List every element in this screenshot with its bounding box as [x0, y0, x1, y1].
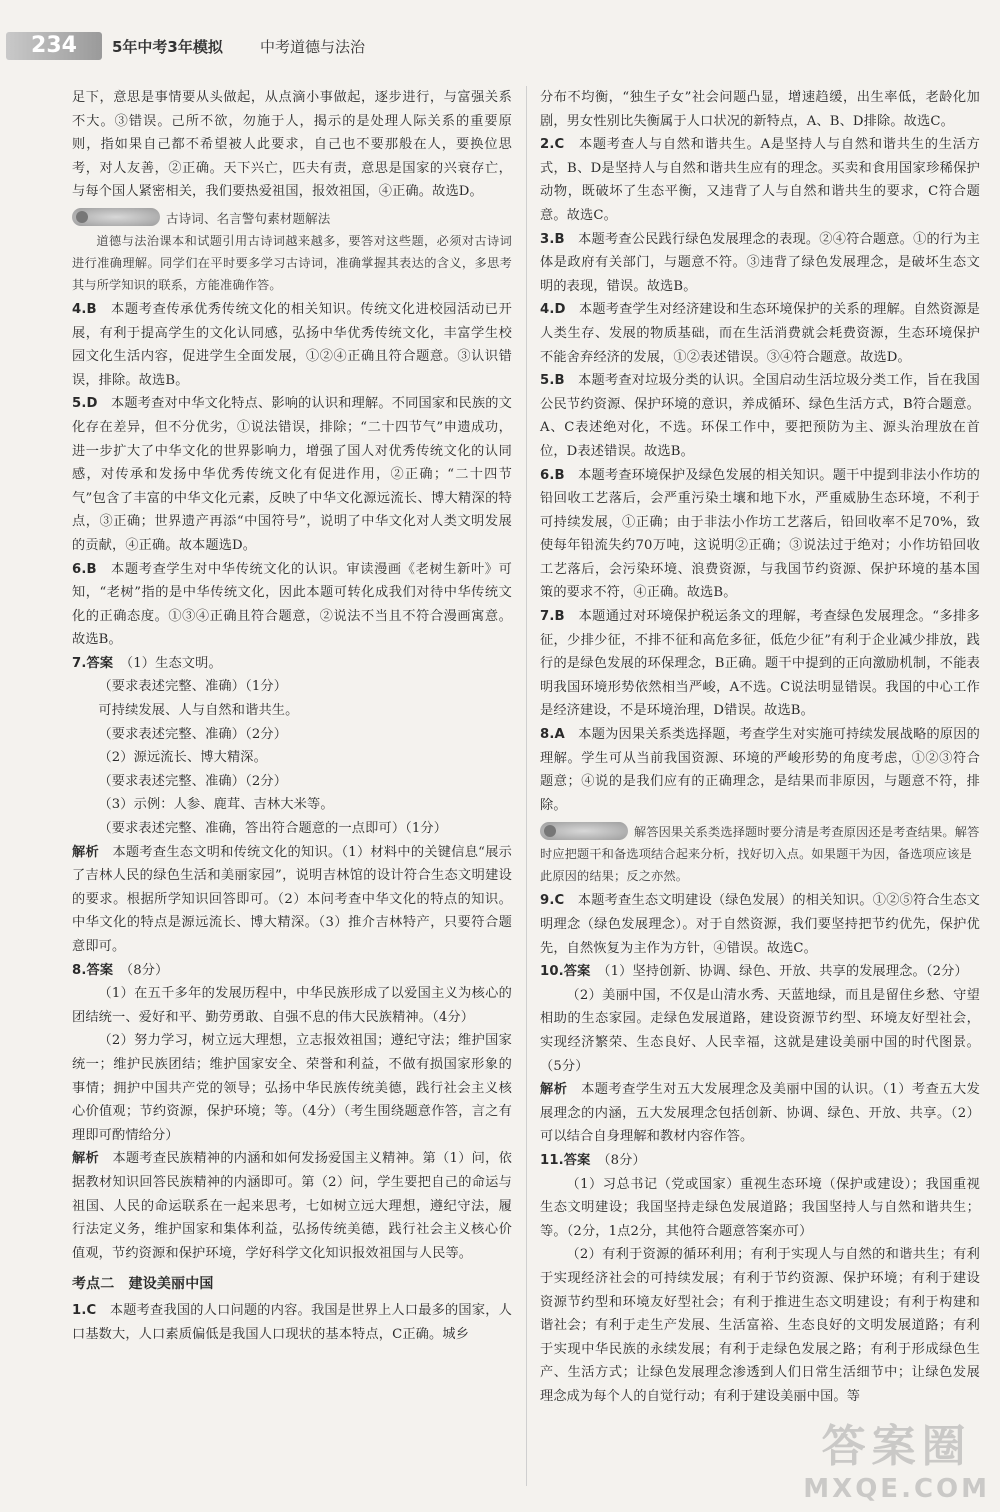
answer-item [72, 392, 512, 557]
tip-box [540, 821, 980, 887]
answer-line: （2）美丽中国，不仅是山清水秀、天蓝地绿，而且是留住乡愁、守望相助的生态家园。走绿色发展道路，建设资源节约型、环境友好型社会，实现经济繁荣、生态良好、人民幸福，这就是建设美丽中国的时代图景。（5分） [540, 987, 980, 1074]
item-text: 本题考查生态文明建设（绿色发展）的相关知识。①②⑤符合生态文明理念（绿色发展理念）。对于自然资源，我们要坚持把节约优先，保护优先，自然恢复为主作为方针，④错误。故选C。 [540, 893, 980, 956]
analysis-text: 本题考查生态文明和传统文化的知识。（1）材料中的关键信息“展示了吉林人民的绿色生活和美丽家园”，说明吉林馆的设计符合生态文明建设的要求。根据所学知识回答即可。（2）本问考查中华文化的特点的知识。中华文化的特点是源远流长、博大精深。（3）推介吉林特产，只要符合题意即可。 [72, 844, 513, 954]
analysis [72, 841, 512, 959]
item-number: 6.B [540, 467, 565, 483]
answer-item [540, 464, 980, 606]
item-text: 本题考查传承优秀传统文化的相关知识。传统文化进校园活动已开展，有利于提高学生的文化认同感，弘扬中华优秀传统文化，丰富学生校园文化生活内容，促进学生全面发展，①②④正确且符合题意。③认识错误，排除。故选B。 [72, 301, 512, 388]
score: （8分） [126, 962, 169, 978]
item-number: 4.B [72, 301, 97, 317]
item-number: 5.D [72, 396, 98, 412]
answer-line: （要求表述完整、准确）（1分） [98, 679, 288, 695]
section-title: 考点二 建设美丽中国 [72, 1276, 214, 1293]
answer-line: （要求表述完整、准确，答出符合题意的一点即可）（1分） [98, 821, 448, 837]
answer-line: 可持续发展、人与自然和谐共生。 [98, 703, 299, 719]
paragraph: 足下，意思是事情要从头做起，从点滴小事做起，逐步进行，与富强关系不大。③错误。己所不欲，勿施于人，揭示的是处理人际关系的重要原则，指如果自己都不希望被人此要求，自己也不要那般在人，要换位思考，对人友善，②正确。天下兴亡，匹夫有责，意思是国家的兴衰存亡，与每个国人紧密相关，我们要热爱祖国，报效祖国，④正确。故选D。 [72, 90, 512, 200]
answer-item [540, 298, 980, 369]
answer-line: （1）习总书记（党或国家）重视生态环境（保护或建设）；我国重视生态文明建设；我国坚持走绿色发展道路；我国坚持人与自然和谐共生；等。（2分，1点2分，其他符合题意答案亦可） [540, 1176, 980, 1239]
answer-line: （1）坚持创新、协调、绿色、开放、共享的发展理念。（2分） [603, 964, 968, 980]
watermark-cn: 答案圈 [821, 1421, 972, 1472]
answer-line: （2）源远流长、博大精深。 [98, 750, 267, 766]
item-number: 1.C [72, 1302, 97, 1318]
item-number: 6.B [72, 561, 97, 577]
analysis-text: 本题考查学生对五大发展理念及美丽中国的认识。（1）考查五大发展理念的内涵，五大发展理念包括创新、协调、绿色、开放、共享。（2）可以结合自身理解和教材内容作答。 [540, 1082, 980, 1145]
item-text: 本题为因果关系类选择题，考查学生对实施可持续发展战略的原因的理解。学生可从当前我国资源、环境的严峻形势的角度考虑，①②③符合题意；④说的是我们应有的正确理念，是结果而非原因，与题意不符，排除。 [540, 727, 980, 813]
answer-item [540, 889, 980, 960]
answer-line: （3）示例：人参、鹿茸、吉林大米等。 [98, 797, 334, 813]
watermark-en: MXQE.COM [803, 1474, 990, 1504]
answer-item [72, 959, 512, 983]
answer-item [72, 558, 512, 652]
analysis [540, 1078, 980, 1149]
item-number: 9.C [540, 893, 565, 909]
item-text: 本题考查我国的人口问题的内容。我国是世界上人口最多的国家，人口基数大，人口素质偏低是我国人口现状的基本特点，C正确。城乡 [72, 1302, 512, 1342]
tip-badge-icon [540, 822, 628, 840]
answer-item [540, 723, 980, 817]
analysis-label: 解析 [72, 1151, 99, 1167]
answer-item [540, 1149, 980, 1173]
item-text: 本题考查对中华文化特点、影响的认识和理解。不同国家和民族的文化存在差异，但不分优劣，①说法错误，排除；“二十四节气”申遗成功，进一步扩大了中华文化的世界影响力，增强了国人对优秀传统文化的认同感，对传承和发扬中华优秀传统文化有促进作用，②正确；“二十四节气”包含了丰富的中华文化元素，反映了中华文化源远流长、博大精深的特点，③正确；世界遗产再添“中国符号”，说明了中华文化对人类文明发展的贡献，④正确。故本题选D。 [72, 396, 512, 553]
answer-line: （要求表述完整、准确）（2分） [98, 773, 288, 789]
answer-item [540, 369, 980, 463]
site-watermark-logo [803, 1410, 990, 1504]
answer-line: （2）努力学习，树立远大理想，立志报效祖国；遵纪守法；维护国家统一；维护民族团结；维护国家安全、荣誉和利益，不做有损国家形象的事情；拥护中国共产党的领导；弘扬中华民族传统美德，践行社会主义核心价值观；节约资源，保护环境；等。（4分）（考生围绕题意作答，言之有理即可酌情给分） [72, 1033, 512, 1143]
item-number: 8.A [540, 727, 565, 743]
tip-title: 古诗词、名言警句素材题解法 [166, 210, 331, 226]
answer-item [540, 133, 980, 227]
analysis [72, 1147, 512, 1265]
answer-line: （1）在五千多年的发展历程中，中华民族形成了以爱国主义为核心的团结统一、爱好和平、勤劳勇敢、自强不息的伟大民族精神。（4分） [72, 986, 512, 1025]
column-divider [526, 86, 527, 1486]
item-number: 7.答案 [72, 655, 114, 671]
analysis-text: 本题考查民族精神的内涵和如何发扬爱国主义精神。第（1）问，依据教材知识回答民族精神的内涵即可。第（2）问，学生要把自己的命运与祖国、人民的命运联系在一起来思考，七如树立远大理想，遵纪守法，履行法定义务，维护国家和集体利益，弘扬传统美德，践行社会主义核心价值观，节约资源和保护环境，学好科学文化知识报效祖国与人民等。 [72, 1151, 512, 1261]
analysis-label: 解析 [72, 844, 99, 860]
answer-item [540, 605, 980, 723]
item-text: 本题考查对垃圾分类的认识。全国启动生活垃圾分类工作，旨在我国公民节约资源、保护环境的意识，养成循环、绿色生活方式，B符合题意。A、C表述绝对化，不选。环保工作中，要把预防为主、源头治理放在首位，D表述错误。故选B。 [540, 373, 981, 459]
score: （8分） [603, 1152, 646, 1168]
item-text: 本题通过对环境保护税运条文的理解，考查绿色发展理念。“多排多征，少排少征，不排不征和高危多征，低危少征”有利于企业减少排放，践行的是绿色发展的环保理念，B正确。题干中提到的正向激励机制，不能表明我国环境形势依然相当严峻，A不选。C说法明显错误。我国的中心工作是经济建设，不是环境治理，D错误。故选B。 [540, 609, 980, 719]
tip-box [72, 208, 512, 296]
paragraph: 分布不均衡，“独生子女”社会问题凸显，增速趋缓，出生率低，老龄化加剧，男女性别比失衡属于人口状况的新特点，A、B、D排除。故选C。 [540, 90, 980, 129]
item-text: 本题考查环境保护及绿色发展的相关知识。题干中提到非法小作坊的铅回收工艺落后，会严重污染土壤和地下水，严重威胁生态环境，不利于可持续发展，①正确；由于非法小作坊工艺落后，铅回收率不足70%，致使每年铅流失约70万吨，这说明②正确；③说法过于绝对；小作坊铅回收工艺落后，会污染环境、浪费资源，与我国节约资源、保护环境的基本国策的要求不符，④正确。故选B。 [540, 467, 981, 601]
tip-text: 道德与法治课本和试题引用古诗词越来越多，要答对这些题，必须对古诗词进行准确理解。同学们在平时要多学习古诗词，准确掌握其表达的含义，多思考其与所学知识的联系，方能准确作答。 [72, 233, 512, 292]
item-number: 2.C [540, 137, 565, 153]
book-title: 5年中考3年模拟 [112, 38, 223, 56]
item-number: 8.答案 [72, 962, 114, 978]
item-number: 10.答案 [540, 964, 591, 980]
answer-item [72, 298, 512, 392]
answer-item [540, 960, 980, 984]
subject-title: 中考道德与法治 [260, 38, 366, 56]
tip-text: 解答因果关系类选择题时要分清是考查原因还是考查结果。解答时应把题干和备选项结合起来分析，找好切入点。如果题干为因，备选项应该是此原因的结果；反之亦然。 [540, 825, 980, 884]
page-number: 234 [6, 32, 102, 60]
right-column [540, 86, 980, 1501]
answer-item [72, 652, 512, 676]
page-header [0, 30, 1000, 64]
item-text: 本题考查学生对中华传统文化的认识。审读漫画《老树生新叶》可知，“老树”指的是中华传统文化，因此本题可转化成我们对待中华传统文化的正确态度。①③④正确且符合题意，②说法不当且不符合漫画寓意。故选B。 [72, 561, 512, 648]
item-number: 11.答案 [540, 1152, 591, 1168]
answer-item [72, 1299, 512, 1346]
answer-line: （要求表述完整、准确）（2分） [98, 726, 288, 742]
item-number: 4.D [540, 302, 566, 318]
answer-line: （1）生态文明。 [126, 655, 222, 671]
tip-badge-icon [72, 208, 160, 226]
left-column [72, 86, 512, 1501]
item-number: 7.B [540, 609, 565, 625]
item-text: 本题考查学生对经济建设和生态环境保护的关系的理解。自然资源是人类生存、发展的物质基础，而在生活消费就会耗费资源，生态环境保护不能舍弃经济的发展，①②表述错误。③④符合题意。故选D。 [540, 302, 980, 365]
answer-item [540, 228, 980, 299]
item-number: 3.B [540, 231, 565, 247]
analysis-label: 解析 [540, 1082, 568, 1098]
item-text: 本题考查公民践行绿色发展理念的表现。②④符合题意。①的行为主体是政府有关部门，与题意不符。③违背了绿色发展理念，是破坏生态文明的表现，错误。故选B。 [540, 231, 981, 294]
answer-line: （2）有利于资源的循环利用；有利于实现人与自然的和谐共生；有利于实现经济社会的可持续发展；有利于节约资源、保护环境；有利于建设资源节约型和环境友好型社会；有利于推进生态文明建设；有利于构建和谐社会；有利于走生产发展、生活富裕、生态良好的文明发展道路；有利于实现中华民族的永续发展；有利于走绿色发展之路；有利于形成绿色生产、生活方式；让绿色发展理念渗透到人们日常生活细节中；让绿色发展理念成为每个人的自觉行动；有利于建设美丽中国。等 [540, 1247, 980, 1404]
item-number: 5.B [540, 373, 565, 389]
item-text: 本题考查人与自然和谐共生。A是坚持人与自然和谐共生的生活方式，B、D是坚持人与自然和谐共生应有的理念。买卖和食用国家珍稀保护动物，既破坏了生态平衡，又违背了人与自然和谐共生的要求，C符合题意。故选C。 [540, 137, 980, 223]
